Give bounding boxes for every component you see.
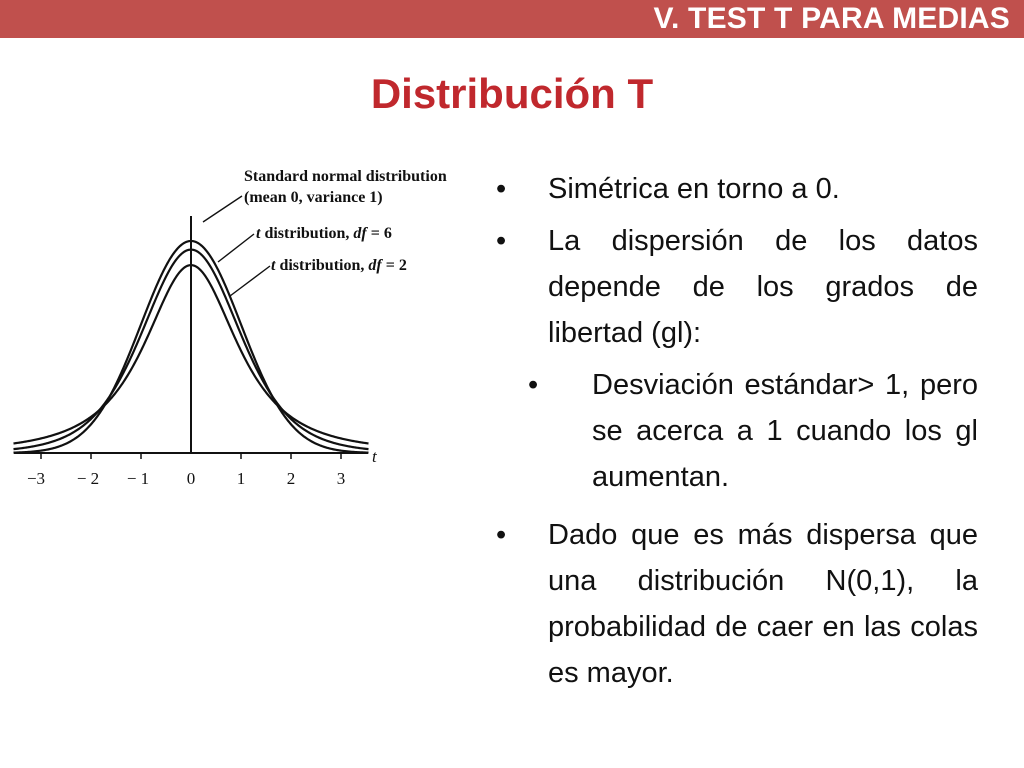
label-normal-line1: Standard normal distribution xyxy=(244,168,447,185)
bullet-item xyxy=(496,166,978,212)
section-label: V. TEST T PARA MEDIAS xyxy=(653,2,1010,35)
bullet-list xyxy=(496,166,978,702)
bullet-dot: • xyxy=(528,369,539,401)
label-normal-line2: (mean 0, variance 1) xyxy=(244,189,383,206)
label-t2: t distribution, df = 2 xyxy=(271,257,407,274)
bullet-text: Simétrica en torno a 0. xyxy=(548,173,840,205)
bullet-dot: • xyxy=(496,173,507,205)
tick-label-3: 3 xyxy=(336,469,346,488)
leader-t2 xyxy=(230,266,270,296)
tick-label-neg2: − 2 xyxy=(76,469,100,488)
t-distribution-plot xyxy=(8,150,448,500)
bullet-text: La dispersión de los datos depende de los grados de libertad (gl): xyxy=(548,225,978,349)
axis-label-t: t xyxy=(372,447,377,466)
tick-label-0: 0 xyxy=(186,469,196,488)
label-t6: t distribution, df = 6 xyxy=(256,225,392,242)
bullet-item xyxy=(496,512,978,696)
tick-label-2: 2 xyxy=(286,469,296,488)
bullet-text: Dado que es más dispersa que una distribución N(0,1), la probabilidad de caer en las colas es mayor. xyxy=(548,519,978,689)
tick-label-1: 1 xyxy=(236,469,246,488)
tick-label-neg3: −3 xyxy=(26,469,46,488)
tick-label-neg1: − 1 xyxy=(126,469,150,488)
sub-bullet-item xyxy=(496,362,978,500)
slide-title: Distribución T xyxy=(370,70,654,117)
bullet-text: Desviación estándar> 1, pero se acerca a 1 cuando los gl aumentan. xyxy=(592,369,978,493)
bullet-item xyxy=(496,218,978,356)
bullet-dot: • xyxy=(496,225,507,257)
leader-normal xyxy=(203,196,242,222)
t-distribution-figure xyxy=(8,150,448,500)
leader-t6 xyxy=(218,234,254,262)
bullet-dot: • xyxy=(496,519,507,551)
section-header-bar xyxy=(0,0,1024,38)
